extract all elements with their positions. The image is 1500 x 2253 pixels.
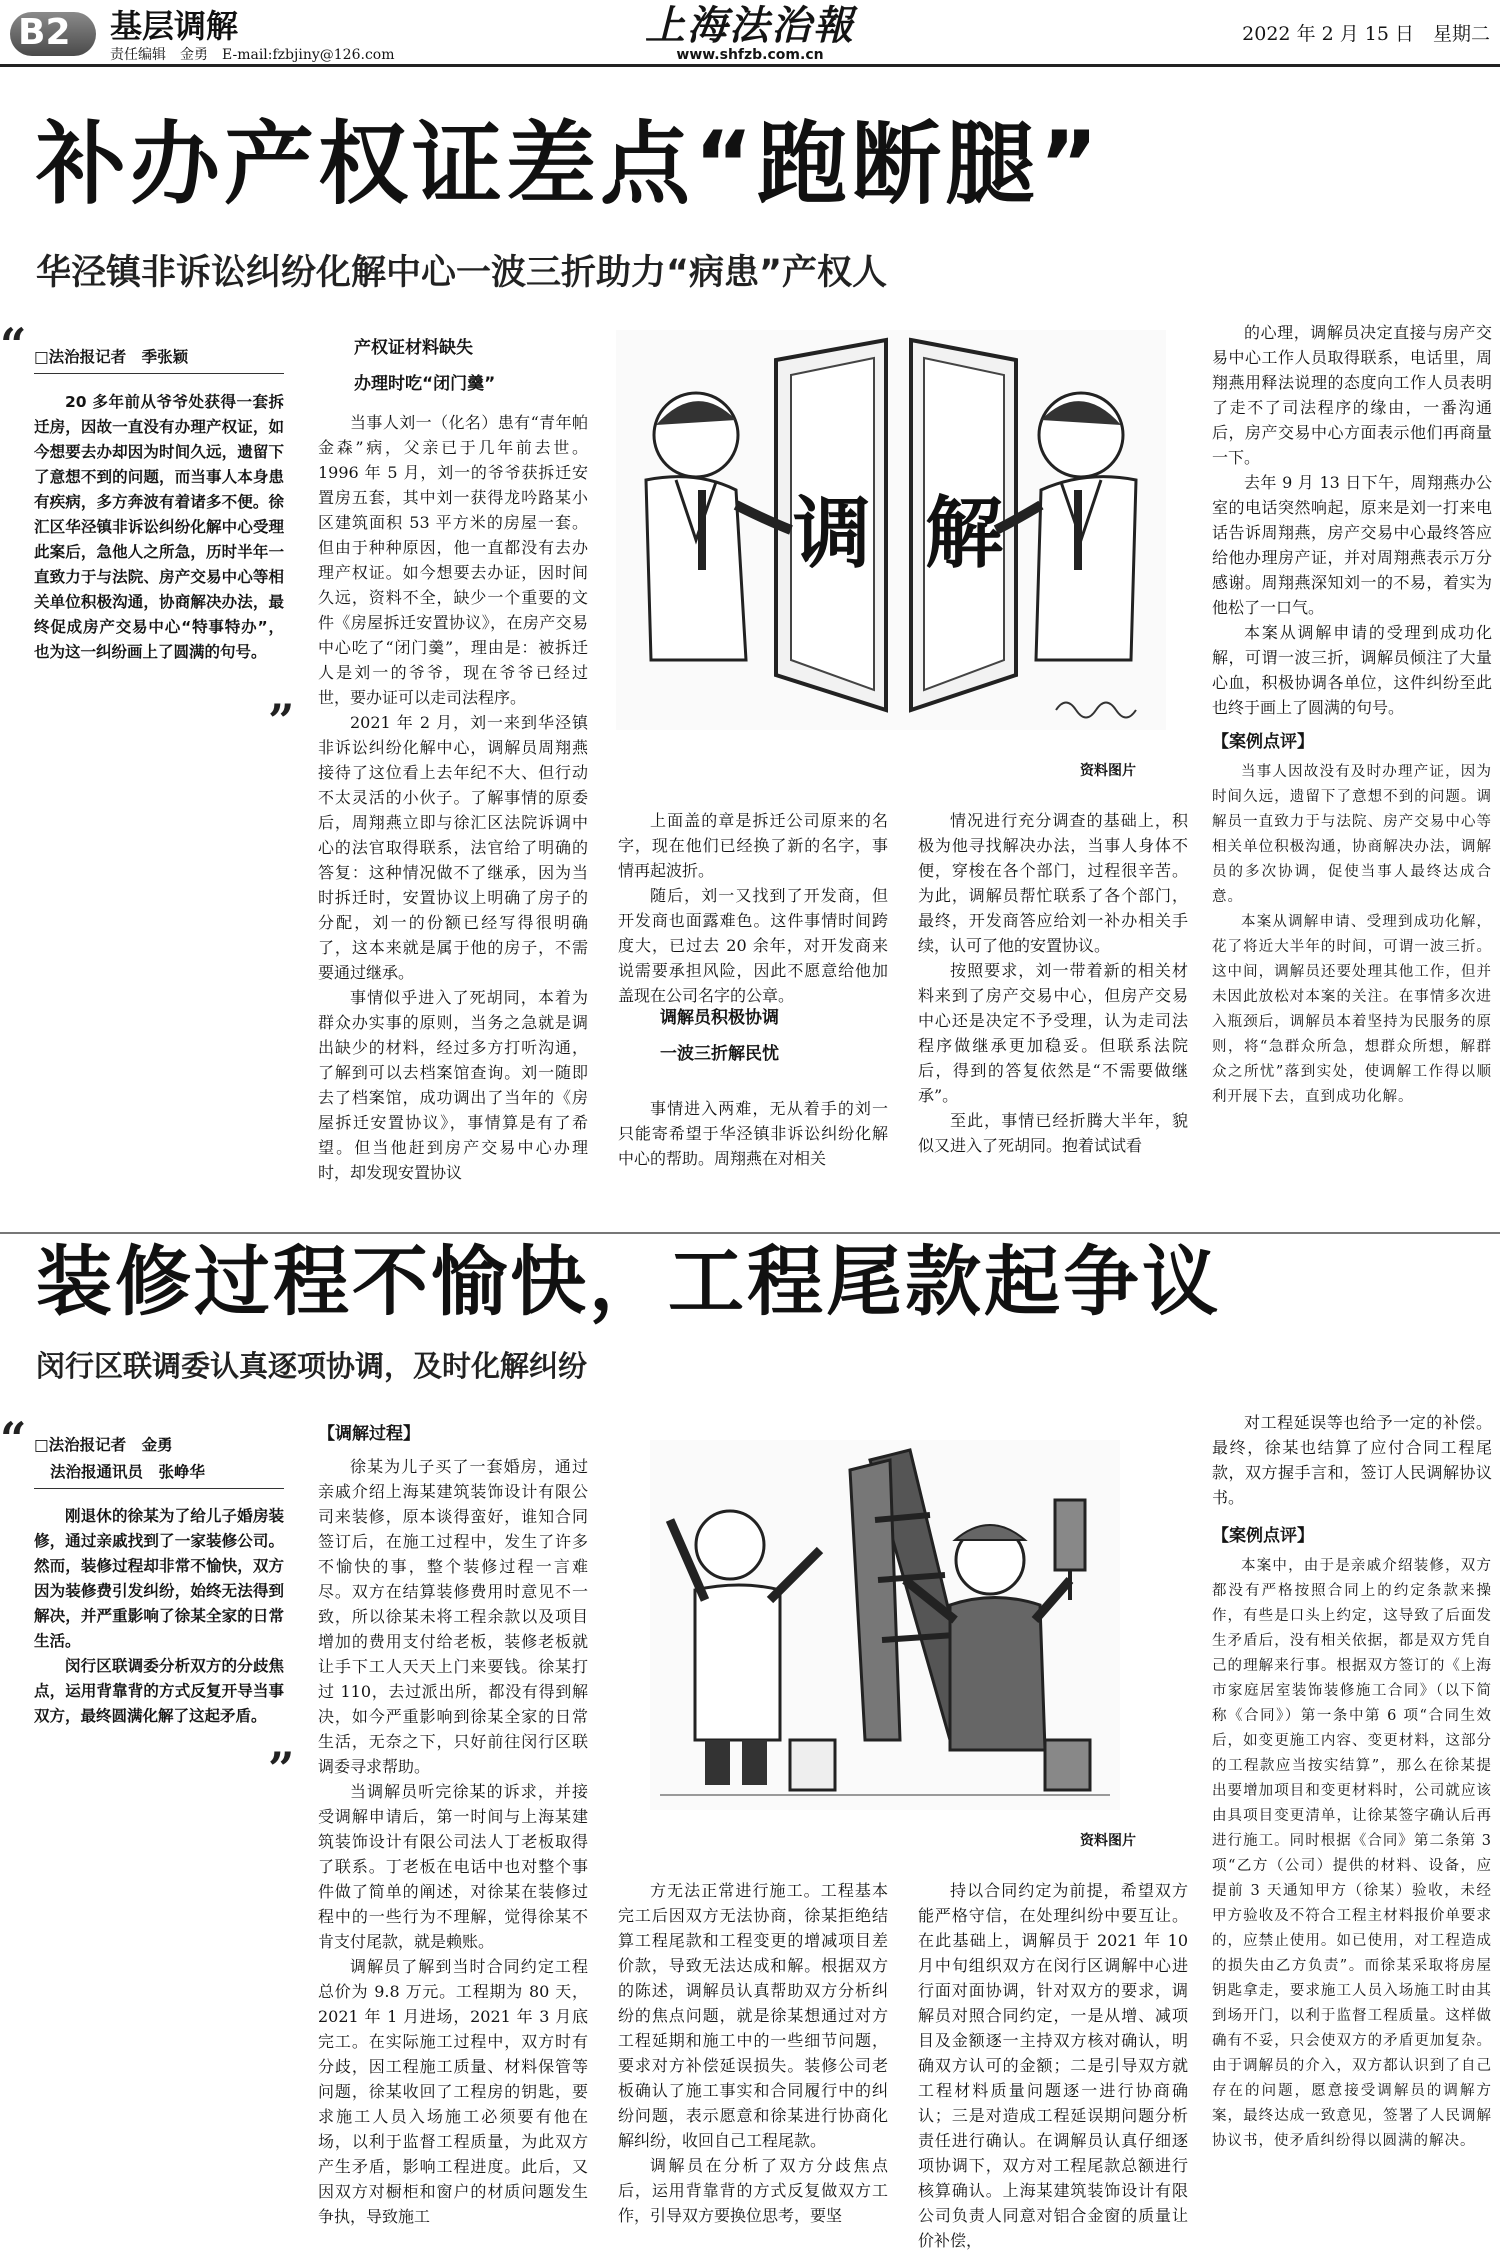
masthead-logo: 上海法治報 [645,2,855,49]
paragraph: 当事人因故没有及时办理产证，因为时间久远，遗留下了意想不到的问题。调解员一直致力于与法院、房产交易中心等相关单位积极沟通，协商解决办法，调解员的多次协调，促使当事人最终达成合意。 [1212,764,1492,905]
paragraph: 对工程延误等也给予一定的补偿。最终，徐某也结算了应付合同工程尾款，双方握手言和，签订人民调解协议书。 [1212,1413,1492,1507]
article-1-lead [34,390,284,665]
paragraph: 当调解员听完徐某的诉求，并接受调解申请后，第一时间与上海某建筑装饰设计有限公司法人丁老板取得了联系。丁老板在电话中也对整个事件做了简单的阐述，对徐某在装修过程中的一些行为不理解，觉得徐某不肯支付尾款，就是赖账。 [318,1782,588,1951]
section-heading-1 [354,334,594,398]
article-1-image-credit: 资料图片 [1080,763,1136,779]
section-code: B2 [18,12,71,53]
paragraph: 本案中，由于是亲戚介绍装修，双方都没有严格按照合同上的约定条款来操作，有些是口头上约定，这导致了后面发生矛盾后，没有相关依据，都是双方凭自己的理解来行事。根据双方签订的《上海市家庭居室装饰装修施工合同》（以下简称《合同》）第一条中第 6 项“合同生效后，如变更施工内容、变更材料，这部分的工程款应当按实结算”，那么在徐某提出要增加项目和变更材料时，公司就应该由具项目变更清单，让徐某签字确认后再进行施工。同时根据《合同》第二条第 3 项“乙方（公司）提供的材料、设备，应提前 3 天通知甲方（徐某）验收，未经甲方验收及不符合工程主材料报价单要求的，应禁止使用。如已使用，对工程造成的损失由乙方负责”。而徐某采取将房屋钥匙拿走，要求施工人员入场施工时由其到场开门，以利于监督工程质量。这样做确有不妥，只会使双方的矛盾更加复杂。由于调解员的介入，双方都认识到了自己存在的问题，愿意接受调解员的调解方案，最终达成一致意见，签署了人民调解协议书，使矛盾纠纷得以圆满的解决。 [1212,1558,1492,2149]
page-header [0,0,1500,66]
byline-rule [34,373,284,374]
byline-rule [34,1488,284,1489]
article-1-byline: □法治报记者 季张颖 [34,348,189,366]
paragraph: 事情进入两难，无从着手的刘一只能寄希望于华泾镇非诉讼纠纷化解中心的帮助。周翔燕在对相关 [618,1099,888,1168]
paragraph: 持以合同约定为前提，希望双方能严格守信，在处理纠纷中要互让。在此基础上，调解员于 2021 年 10 月中旬组织双方在闵行区调解中心进行面对面协调，针对双方的要求，调解员对照合同约定，一是从增、减项目及金额逐一主持双方核对确认，明确双方认可的金额；二是引导双方就工程材料质量问题逐一进行协商确认；三是对造成工程延误期问题分析责任进行确认。在调解员认真仔细逐项协调下，双方对工程尾款总额进行核算确认。上海某建筑装饰设计有限公司负责人同意对铝合金窗的质量让价补偿， [918,1881,1188,2250]
cartoon-char-jie: 解 [924,489,1004,579]
close-quote-mark: ” [268,1742,295,1796]
article-2-byline [34,1432,284,1486]
paragraph: 刚退休的徐某为了给儿子婚房装修，通过亲戚找到了一家装修公司。然而，装修过程却非常不愉快，双方因为装修费引发纠纷，始终无法得到解决，并严重影响了徐某全家的日常生活。 [34,1507,284,1650]
paragraph: 的心理，调解员决定直接与房产交易中心工作人员取得联系，电话里，周翔燕用释法说理的态度向工作人员表明了走不了司法程序的缘由，一番沟通后，房产交易中心方面表示他们再商量一下。 [1212,323,1492,467]
lead-paragraph: 20 多年前从爷爷处获得一套拆迁房，因故一直没有办理产权证，如今想要去办却因为时间久远，遗留下了意想不到的问题，而当事人本身患有疾病，多方奔波有着诸多不便。徐汇区华泾镇非诉讼纠纷化解中心受理此案后，急他人之所急，历时半年一直致力于与法院、房产交易中心等相关单位积极沟通，协商解决办法，最终促成房产交易中心“特事特办”，也为这一纠纷画上了圆满的句号。 [34,393,284,661]
article-2-column-3 [618,1878,888,2228]
article-2-column-5 [1212,1410,1492,1520]
header-rule [0,64,1500,67]
article-1-commentary-title: 【案例点评】 [1212,732,1314,752]
article-2-section-title: 【调解过程】 [318,1424,420,1444]
section-heading-1-line1: 产权证材料缺失 [354,338,473,358]
paragraph: 至此，事情已经折腾大半年，貌似又进入了死胡同。抱着试试看 [918,1111,1188,1155]
section-name: 基层调解 [110,7,239,45]
editor-line: 责任编辑 金勇 E-mail:fzbjiny@126.com [110,47,395,63]
paragraph: 徐某为儿子买了一套婚房，通过亲戚介绍上海某建筑装饰设计有限公司来装修，原本谈得蛮好，谁知合同签订后，在施工过程中，发生了许多不愉快的事，整个装修过程一言难尽。双方在结算装修费用时意见不一致，所以徐某未将工程余款以及项目增加的费用支付给老板，装修老板就让手下工人天天上门来要钱。徐某打过 110，去过派出所，都没有得到解决，如今严重影响到徐某全家的日常生活，无奈之下，只好前往闵行区联调委寻求帮助。 [318,1457,588,1776]
article-2-image-credit: 资料图片 [1080,1833,1136,1849]
paragraph: 调解员在分析了双方分歧焦点后，运用背靠背的方式反复做双方工作，引导双方要换位思考，要坚 [618,2156,888,2225]
paragraph: 本案从调解申请、受理到成功化解，花了将近大半年的时间，可谓一波三折。这中间，调解员还要处理其他工作，但并未因此放松对本案的关注。在事情多次进入瓶颈后，调解员本着坚持为民服务的原则，将“急群众所急，想群众所想，解群众之所忧”落到实处，使调解工作得以顺利开展下去，直到成功化解。 [1212,914,1492,1105]
article-1-column-2 [318,410,588,1265]
open-quote-mark: “ [0,1412,27,1466]
section-heading-2-line1: 调解员积极协调 [660,1008,779,1028]
paragraph: 事情似乎进入了死胡同，本着为群众办实事的原则，当务之急就是调出缺少的材料，经过多方打听沟通，了解到可以去档案馆查询。刘一随即去了档案馆，成功调出了当年的《房屋拆迁安置协议》，事情算是有了希望。但当他赶到房产交易中心办理时，却发现安置协议 [318,988,588,1182]
article-2-title: 装修过程不愉快，工程尾款起争议 [36,1237,1221,1326]
open-quote-mark: “ [0,318,27,372]
cartoon-char-diao: 调 [792,489,872,579]
article-2-commentary [1212,1554,1492,2226]
paragraph: 随后，刘一又找到了开发商，但开发商也面露难色。这件事情时间跨度大，已过去 20 余年，对开发商来说需要承担风险，因此不愿意给他加盖现在公司名字的公章。 [618,886,888,1005]
renovation-cartoon-drawing [650,1440,1120,1810]
article-1-commentary [1212,760,1492,1170]
paragraph: 调解员了解到当时合同约定工程总价为 9.8 万元。工程期为 80 天，2021 年 1 月进场，2021 年 3 月底完工。在实际施工过程中，双方时有分歧，因工程施工质量、材料保管等问题，徐某收回了工程房的钥匙，要求施工人员入场施工必须要有他在场，以利于监督工程质量，为此双方产生矛盾，影响工程进度。此后，又因双方对橱柜和窗户的材质问题发生争执，导致施工 [318,1957,588,2226]
article-1-column-4 [918,808,1188,1188]
article-1-column-3b [618,1096,888,1176]
paragraph: 去年 9 月 13 日下午，周翔燕办公室的电话突然响起，原来是刘一打来电话告诉周翔燕，房产交易中心最终答应给他办理房产证，并对周翔燕表示万分感谢。周翔燕深知刘一的不易，着实为他松了一口气。 [1212,473,1492,617]
article-2-byline-2: 法治报通讯员 张峥华 [50,1463,206,1481]
mediation-cartoon-drawing [616,330,1166,730]
section-heading-1-line2: 办理时吃“闭门羹” [354,374,496,394]
paragraph: 情况进行充分调查的基础上，积极为他寻找解决办法，当事人身体不便，穿梭在各个部门，过程很辛苦。为此，调解员帮忙联系了各个部门，最终，开发商答应给刘一补办相关手续，认可了他的安置协议。 [918,811,1188,955]
mediation-cartoon [616,330,1166,730]
article-2-column-4 [918,1878,1188,2250]
section-heading-2-line2: 一波三折解民忧 [660,1044,779,1064]
paragraph: 2021 年 2 月，刘一来到华泾镇非诉讼纠纷化解中心，调解员周翔燕接待了这位看上去年纪不大、但行动不太灵活的小伙子。了解事情的原委后，周翔燕立即与徐汇区法院诉调中心的法官取得联系，法官给了明确的答复：这种情况做不了继承，因为当时拆迁时，安置协议上明确了房子的分配，刘一的份额已经写得很明确了，这本来就是属于他的房子，不需要通过继承。 [318,713,588,982]
paragraph: 本案从调解申请的受理到成功化解，可谓一波三折，调解员倾注了大量心血，积极协调各单位，这件纠纷至此也终于画上了圆满的句号。 [1212,623,1492,717]
article-2-subtitle: 闵行区联调委认真逐项协调，及时化解纠纷 [36,1349,588,1383]
paragraph: 方无法正常进行施工。工程基本完工后因双方无法协商，徐某拒绝结算工程尾款和工程变更的增减项目差价款，导致无法达成和解。根据双方的陈述，调解员认真帮助双方分析纠纷的焦点问题，就是徐某想通过对方工程延期和施工中的一些细节问题，要求对方补偿延误损失。装修公司老板确认了施工事实和合同履行中的纠纷问题，表示愿意和徐某进行协商化解纠纷，收回自己工程尾款。 [618,1881,888,2150]
article-1-subtitle: 华泾镇非诉讼纠纷化解中心一波三折助力“病患”产权人 [36,253,888,293]
paragraph: 当事人刘一（化名）患有“青年帕金森”病，父亲已于几年前去世。1996 年 5 月，刘一的爷爷获拆迁安置房五套，其中刘一获得龙吟路某小区建筑面积 53 平方米的房屋一套。但由于种种原因，他一直都没有去办理产权证。如今想要去办证，因时间久远，资料不全，缺少一个重要的文件《房屋拆迁安置协议》，在房产交易中心吃了“闭门羹”，理由是：被拆迁人是刘一的爷爷，现在爷爷已经过世，要办证可以走司法程序。 [318,413,588,707]
paragraph: 按照要求，刘一带着新的相关材料来到了房产交易中心，但房产交易中心还是决定不予受理，认为走司法程序做继承更加稳妥。但联系法院后，得到的答复依然是“不需要做继承”。 [918,961,1188,1105]
close-quote-mark: ” [268,694,295,748]
article-2-column-2 [318,1454,588,2226]
article-1-column-5 [1212,320,1492,725]
article-2-lead [34,1504,284,1729]
paragraph: 闵行区联调委分析双方的分歧焦点，运用背靠背的方式反复开导当事双方，最终圆满化解了这起矛盾。 [34,1657,284,1725]
article-2-commentary-title: 【案例点评】 [1212,1526,1314,1546]
issue-date: 2022 年 2 月 15 日 星期二 [1242,23,1490,45]
website-url: www.shfzb.com.cn [676,47,824,63]
article-1-title: 补办产权证差点“跑断腿” [36,112,1103,217]
article-1-column-3a [618,808,888,1005]
renovation-cartoon [650,1440,1120,1810]
article-2-byline-1: □法治报记者 金勇 [34,1436,173,1454]
paragraph: 上面盖的章是拆迁公司原来的名字，现在他们已经换了新的名字，事情再起波折。 [618,811,888,880]
section-heading-2 [660,1004,880,1068]
